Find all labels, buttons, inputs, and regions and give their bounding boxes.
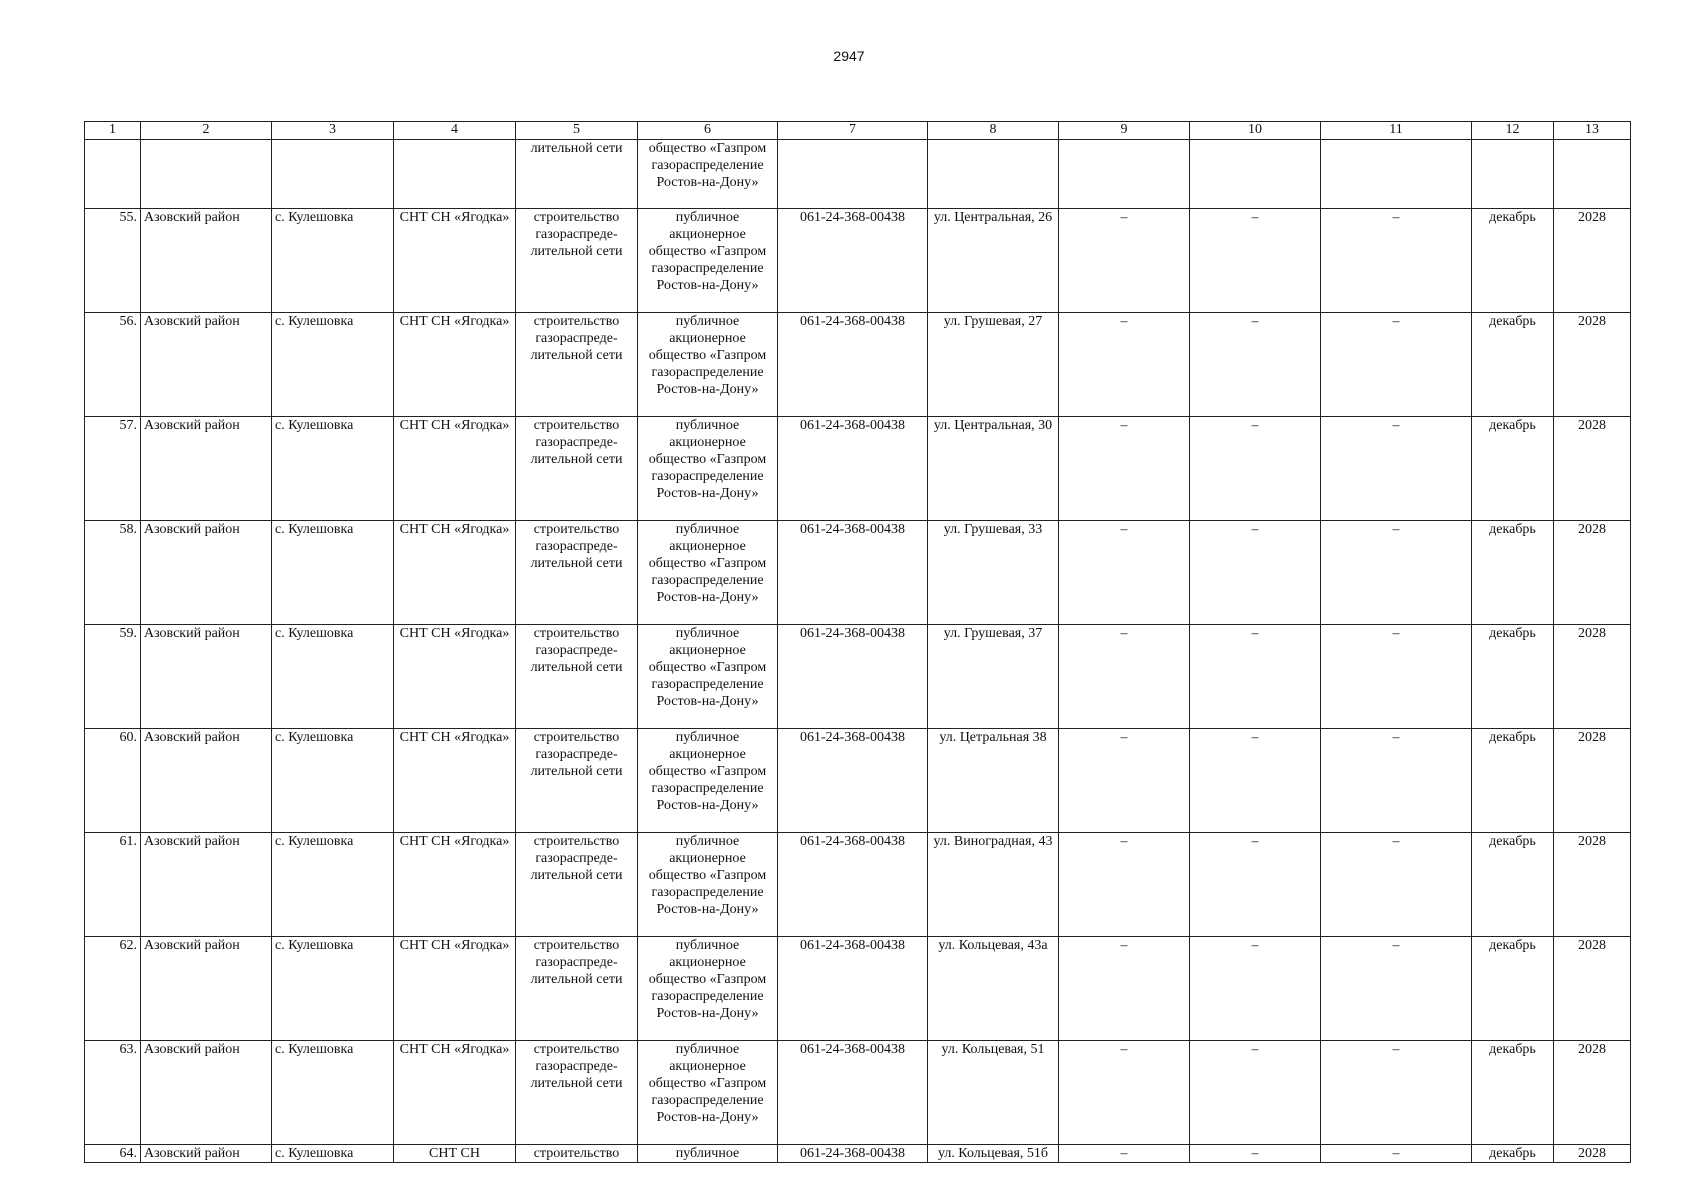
address-cell: ул. Грушевая, 37 [928, 625, 1059, 729]
row-number-cell: 64. [85, 1145, 141, 1163]
col10-cell: – [1190, 417, 1321, 521]
address-cell: ул. Кольцевая, 43а [928, 937, 1059, 1041]
row-number-cell: 56. [85, 313, 141, 417]
col9-cell: – [1059, 1041, 1190, 1145]
table-row [85, 937, 1631, 1041]
work-type-cell: строительство газораспреде-лительной сети [516, 313, 638, 417]
object-cell: СНТ СН «Ягодка» [394, 313, 516, 417]
column-header: 2 [141, 122, 272, 140]
work-type-cell: строительство газораспреде-лительной сети [516, 521, 638, 625]
column-header: 5 [516, 122, 638, 140]
column-header: 1 [85, 122, 141, 140]
settlement-cell: с. Кулешовка [272, 521, 394, 625]
address-cell: ул. Цетральная 38 [928, 729, 1059, 833]
column-number-header-row [85, 122, 1631, 140]
month-cell: декабрь [1472, 937, 1554, 1041]
year-cell: 2028 [1554, 1145, 1631, 1163]
organization-cell: публичное акционерное общество «Газпром газораспределение Ростов-на-Дону» [638, 937, 778, 1041]
code-cell: 061-24-368-00438 [778, 209, 928, 313]
col10-cell: – [1190, 1041, 1321, 1145]
work-type-cell: строительство газораспреде-лительной сети [516, 625, 638, 729]
row-number-cell: 63. [85, 1041, 141, 1145]
organization-cell: публичное акционерное общество «Газпром газораспределение Ростов-на-Дону» [638, 417, 778, 521]
work-type-cell: строительство газораспреде-лительной сети [516, 1041, 638, 1145]
work-type-cell: строительство газораспреде-лительной сети [516, 833, 638, 937]
address-cell: ул. Грушевая, 33 [928, 521, 1059, 625]
column-header: 8 [928, 122, 1059, 140]
work-type-cell: строительство газораспреде-лительной сети [516, 417, 638, 521]
address-cell: ул. Грушевая, 27 [928, 313, 1059, 417]
row-number-cell: 55. [85, 209, 141, 313]
col11-cell: – [1321, 729, 1472, 833]
organization-cell: публичное акционерное общество «Газпром газораспределение Ростов-на-Дону» [638, 729, 778, 833]
col10-cell: – [1190, 729, 1321, 833]
year-cell: 2028 [1554, 521, 1631, 625]
col9-cell: – [1059, 417, 1190, 521]
column-header: 9 [1059, 122, 1190, 140]
object-cell: СНТ СН «Ягодка» [394, 417, 516, 521]
code-cell: 061-24-368-00438 [778, 729, 928, 833]
column-header: 4 [394, 122, 516, 140]
district-cell: Азовский район [141, 833, 272, 937]
month-cell: декабрь [1472, 625, 1554, 729]
settlement-cell: с. Кулешовка [272, 937, 394, 1041]
year-cell: 2028 [1554, 729, 1631, 833]
object-cell: СНТ СН «Ягодка» [394, 521, 516, 625]
work-type-cell: строительство газораспреде-лительной сети [516, 729, 638, 833]
code-cell: 061-24-368-00438 [778, 833, 928, 937]
data-table [84, 121, 1631, 1163]
col9-cell: – [1059, 937, 1190, 1041]
object-cell: СНТ СН «Ягодка» [394, 1041, 516, 1145]
month-cell: декабрь [1472, 417, 1554, 521]
table-row [85, 313, 1631, 417]
code-cell: 061-24-368-00438 [778, 521, 928, 625]
col11-cell: – [1321, 1041, 1472, 1145]
organization-cell: публичное акционерное общество «Газпром газораспределение Ростов-на-Дону» [638, 833, 778, 937]
col10-cell: – [1190, 1145, 1321, 1163]
table-row [85, 209, 1631, 313]
address-cell: ул. Кольцевая, 51 [928, 1041, 1059, 1145]
code-cell: 061-24-368-00438 [778, 417, 928, 521]
settlement-cell: с. Кулешовка [272, 1041, 394, 1145]
col11-cell: – [1321, 417, 1472, 521]
settlement-cell: с. Кулешовка [272, 313, 394, 417]
col11-cell: – [1321, 521, 1472, 625]
year-cell: 2028 [1554, 1041, 1631, 1145]
month-cell: декабрь [1472, 833, 1554, 937]
year-cell: 2028 [1554, 937, 1631, 1041]
object-cell: СНТ СН [394, 1145, 516, 1163]
col10-cell: – [1190, 833, 1321, 937]
page-number: 2947 [833, 48, 865, 64]
address-cell: ул. Центральная, 26 [928, 209, 1059, 313]
col9-cell: – [1059, 833, 1190, 937]
table-row-partial [85, 1145, 1631, 1163]
column-header: 10 [1190, 122, 1321, 140]
table-row [85, 417, 1631, 521]
settlement-cell: с. Кулешовка [272, 833, 394, 937]
table-row [85, 729, 1631, 833]
column-header: 13 [1554, 122, 1631, 140]
address-cell: ул. Центральная, 30 [928, 417, 1059, 521]
address-cell: ул. Кольцевая, 51б [928, 1145, 1059, 1163]
settlement-cell: с. Кулешовка [272, 417, 394, 521]
organization-cell: публичное акционерное общество «Газпром газораспределение Ростов-на-Дону» [638, 209, 778, 313]
month-cell: декабрь [1472, 729, 1554, 833]
object-cell: СНТ СН «Ягодка» [394, 625, 516, 729]
col10-cell: – [1190, 521, 1321, 625]
column-header: 12 [1472, 122, 1554, 140]
table-row [85, 521, 1631, 625]
organization-cell: общество «Газпром газораспределение Ростов-на-Дону» [638, 140, 778, 209]
organization-cell: публичное акционерное общество «Газпром газораспределение Ростов-на-Дону» [638, 1041, 778, 1145]
col9-cell: – [1059, 313, 1190, 417]
column-header: 3 [272, 122, 394, 140]
col11-cell: – [1321, 833, 1472, 937]
district-cell: Азовский район [141, 1041, 272, 1145]
year-cell: 2028 [1554, 209, 1631, 313]
work-type-cell: лительной сети [516, 140, 638, 209]
district-cell: Азовский район [141, 417, 272, 521]
object-cell: СНТ СН «Ягодка» [394, 833, 516, 937]
district-cell: Азовский район [141, 521, 272, 625]
col11-cell: – [1321, 625, 1472, 729]
code-cell: 061-24-368-00438 [778, 1145, 928, 1163]
row-number-cell: 57. [85, 417, 141, 521]
row-number-cell: 58. [85, 521, 141, 625]
district-cell: Азовский район [141, 729, 272, 833]
month-cell: декабрь [1472, 521, 1554, 625]
district-cell: Азовский район [141, 937, 272, 1041]
row-number-cell: 60. [85, 729, 141, 833]
code-cell: 061-24-368-00438 [778, 937, 928, 1041]
column-header: 6 [638, 122, 778, 140]
organization-cell: публичное [638, 1145, 778, 1163]
continuation-row [85, 140, 1631, 209]
code-cell: 061-24-368-00438 [778, 313, 928, 417]
year-cell: 2028 [1554, 833, 1631, 937]
settlement-cell: с. Кулешовка [272, 1145, 394, 1163]
col11-cell: – [1321, 1145, 1472, 1163]
col10-cell: – [1190, 625, 1321, 729]
organization-cell: публичное акционерное общество «Газпром газораспределение Ростов-на-Дону» [638, 313, 778, 417]
code-cell: 061-24-368-00438 [778, 1041, 928, 1145]
row-number-cell: 61. [85, 833, 141, 937]
work-type-cell: строительство газораспреде-лительной сети [516, 209, 638, 313]
object-cell: СНТ СН «Ягодка» [394, 937, 516, 1041]
month-cell: декабрь [1472, 1145, 1554, 1163]
table-row [85, 833, 1631, 937]
district-cell: Азовский район [141, 313, 272, 417]
table-row [85, 625, 1631, 729]
col11-cell: – [1321, 209, 1472, 313]
settlement-cell: с. Кулешовка [272, 625, 394, 729]
work-type-cell: строительство [516, 1145, 638, 1163]
object-cell: СНТ СН «Ягодка» [394, 729, 516, 833]
district-cell: Азовский район [141, 625, 272, 729]
col10-cell: – [1190, 313, 1321, 417]
district-cell: Азовский район [141, 209, 272, 313]
settlement-cell: с. Кулешовка [272, 729, 394, 833]
col9-cell: – [1059, 521, 1190, 625]
col9-cell: – [1059, 1145, 1190, 1163]
col9-cell: – [1059, 729, 1190, 833]
row-number-cell: 59. [85, 625, 141, 729]
work-type-cell: строительство газораспреде-лительной сети [516, 937, 638, 1041]
col11-cell: – [1321, 313, 1472, 417]
district-cell: Азовский район [141, 1145, 272, 1163]
code-cell: 061-24-368-00438 [778, 625, 928, 729]
organization-cell: публичное акционерное общество «Газпром газораспределение Ростов-на-Дону» [638, 625, 778, 729]
month-cell: декабрь [1472, 313, 1554, 417]
column-header: 11 [1321, 122, 1472, 140]
col9-cell: – [1059, 625, 1190, 729]
table-row [85, 1041, 1631, 1145]
month-cell: декабрь [1472, 1041, 1554, 1145]
col11-cell: – [1321, 937, 1472, 1041]
year-cell: 2028 [1554, 313, 1631, 417]
object-cell: СНТ СН «Ягодка» [394, 209, 516, 313]
row-number-cell: 62. [85, 937, 141, 1041]
col9-cell: – [1059, 209, 1190, 313]
address-cell: ул. Виноградная, 43 [928, 833, 1059, 937]
year-cell: 2028 [1554, 417, 1631, 521]
settlement-cell: с. Кулешовка [272, 209, 394, 313]
month-cell: декабрь [1472, 209, 1554, 313]
organization-cell: публичное акционерное общество «Газпром газораспределение Ростов-на-Дону» [638, 521, 778, 625]
year-cell: 2028 [1554, 625, 1631, 729]
column-header: 7 [778, 122, 928, 140]
col10-cell: – [1190, 209, 1321, 313]
col10-cell: – [1190, 937, 1321, 1041]
